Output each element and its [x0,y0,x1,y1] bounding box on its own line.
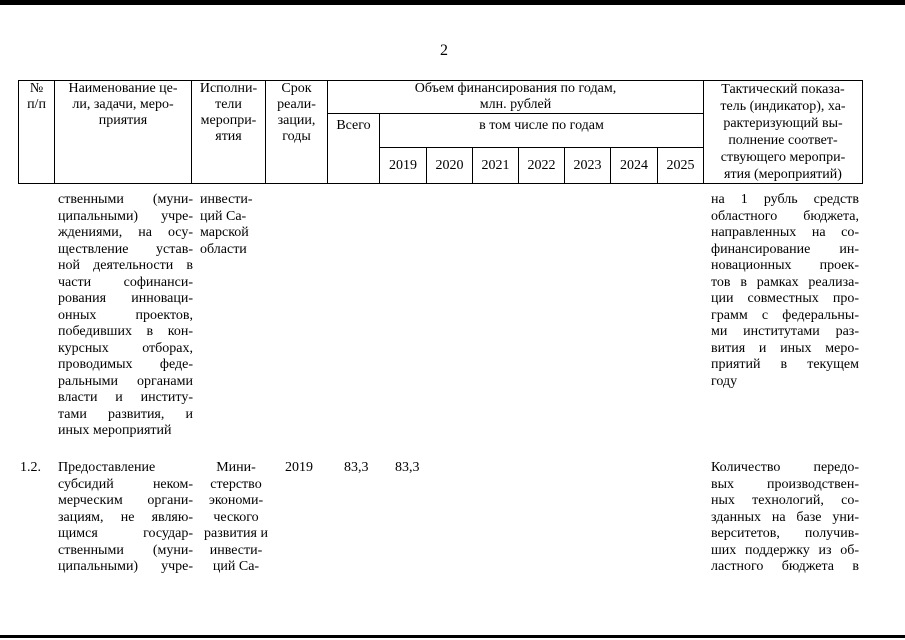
row1-name-line: иных мероприятий [58,423,172,438]
table-header [18,80,863,184]
row1-indicator-line: тов в рамках реализа- [711,274,859,290]
row2-executor-line: Мини- [216,460,256,475]
row1-executor [200,192,272,258]
bottom-border [0,635,905,638]
row1-name-line: онных проектов, [58,307,193,323]
row2-executor-line: развития и [204,526,268,541]
header-year-2020: 2020 [427,148,473,184]
row2-name-line: щимся государ- [58,526,193,541]
row1-indicator-line: приятий в текущем [711,357,859,372]
row2-name-line: мерческим органи- [58,493,193,508]
row1-name-line: ждениями, на осу- [58,225,193,240]
row2-name-line: субсидий неком- [58,476,193,492]
row2-executor-line: ций Са- [212,559,260,574]
header-period: Срок реали- зации, годы [266,81,328,184]
row1-name-line: курсных отборах, [58,340,193,356]
row2-name-line: ственными (муни- [58,542,193,558]
row1-name-line: ственными (муни- [58,192,193,207]
row2-name-line: Предоставление [58,460,156,475]
row1-name-line: победивших в кон- [58,324,193,339]
header-name: Наименование це- ли, задачи, меро- приятия [55,81,192,184]
row2-name-line: зациям, не являю- [58,509,193,525]
row1-indicator-line: финансирование ин- [711,241,859,257]
page-number: 2 [440,42,448,59]
header-incl-years: в том числе по годам [380,114,704,148]
row1-name-line: части софинанси- [58,274,193,290]
row2-total: 83,3 [344,460,369,475]
row1-name-line: рования инноваци- [58,291,193,306]
row1-indicator-line: областного бюджета, [711,208,859,224]
row1-indicator-line: направленных на со- [711,225,859,240]
header-year-2021: 2021 [473,148,519,184]
header-executors: Исполни- тели меропри- ятия [192,81,266,184]
row1-indicator-line: на 1 рубль средств [711,192,859,207]
row2-indicator [711,460,859,576]
header-year-2025: 2025 [658,148,704,184]
row1-indicator [711,192,859,390]
row2-indicator-line: верситетов, получив- [711,526,859,541]
row1-name-line: ществление устав- [58,241,193,257]
header-total: Всего [328,114,380,184]
row2-indicator-line: зданных на базе уни- [711,509,859,525]
header-indicator: Тактический показа- тель (индикатор), ха- рактеризующий вы- полнение соответ- ствующего меропри- ятия (мероприятий) [704,81,863,184]
top-border [0,0,905,5]
row2-name-line: ципальными) учре- [58,559,193,574]
row2-executor [198,460,274,576]
row2-executor-line: ческого [213,509,259,525]
header-year-2024: 2024 [611,148,658,184]
row2-indicator-line: вых производствен- [711,476,859,492]
row1-indicator-line: вития и иных меро- [711,340,859,356]
row2-executor-line: инвести- [209,542,263,558]
header-year-2022: 2022 [519,148,565,184]
row1-name-line: проводимых феде- [58,357,193,372]
row2-indicator-line: ных технологий, со- [711,493,859,508]
header-funding: Объем финансирования по годам, млн. рублей [328,81,704,114]
row2-num: 1.2. [20,460,41,475]
row1-executor-line: инвести- [200,192,253,207]
row1-indicator-line: грамм с федеральны- [711,307,859,323]
row1-name-line: тами развития, и [58,406,193,422]
row1-name-line: власти и институ- [58,390,193,405]
header-year-2019: 2019 [380,148,427,184]
row2-executor-line: экономи- [208,493,264,508]
row2-executor-line: стерство [210,476,262,492]
row2-indicator-line: ших поддержку из об- [711,542,859,558]
row1-indicator-line: году [711,373,738,389]
row1-name-line: ной деятельности в [58,258,193,273]
row2-name [58,460,193,576]
row1-executor-line: марской [200,225,249,240]
row2-2019: 83,3 [395,460,420,475]
row1-name [58,192,193,440]
row1-executor-line: ций Са- [200,208,247,224]
row1-name-line: ципальными) учре- [58,208,193,224]
row1-executor-line: области [200,241,247,257]
header-num: № п/п [19,81,55,184]
row2-indicator-line: ластного бюджета в [711,559,859,574]
row1-indicator-line: новационных проек- [711,258,859,273]
row1-indicator-line: ми институтами раз- [711,324,859,339]
row1-name-line: ральными органами [58,373,193,389]
row2-period: 2019 [285,460,313,475]
header-year-2023: 2023 [565,148,611,184]
row2-indicator-line: Количество передо- [711,460,859,475]
row1-indicator-line: ции совместных про- [711,291,859,306]
